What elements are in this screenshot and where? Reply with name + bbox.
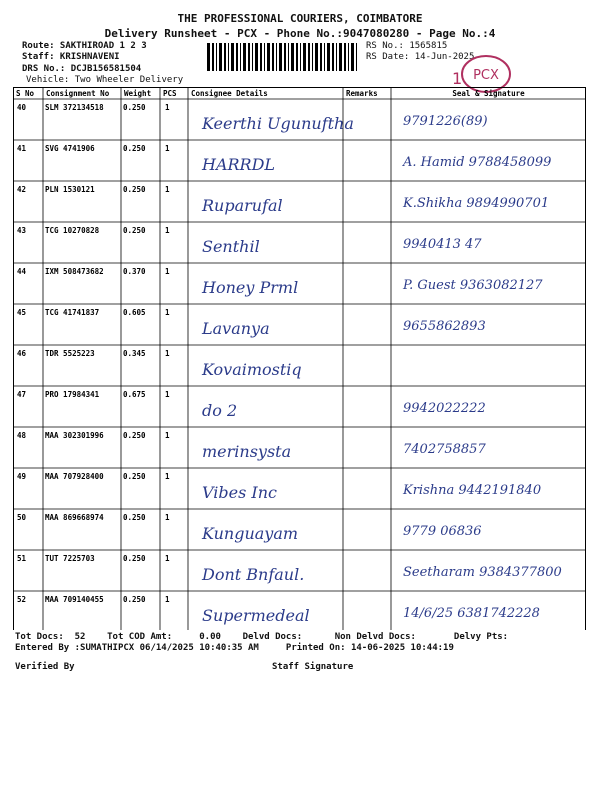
pcs-cell: 1	[165, 349, 170, 358]
pcs-cell: 1	[165, 226, 170, 235]
consignment-no-cell: MAA 709140455	[45, 595, 104, 604]
sno-cell: 50	[17, 513, 27, 522]
weight-cell: 0.250	[123, 185, 146, 194]
consignee-handwriting: Lavanya	[202, 319, 270, 338]
sno-cell: 51	[17, 554, 27, 563]
signature-handwriting: 9940413 47	[403, 237, 482, 252]
consignee-handwriting: Keerthi Ugunuftha	[202, 114, 354, 133]
signature-handwriting: Krishna 9442191840	[403, 483, 542, 498]
pcs-cell: 1	[165, 144, 170, 153]
consignment-no-cell: TCG 41741837	[45, 308, 100, 317]
pcs-cell: 1	[165, 185, 170, 194]
drs-number: DRS No.: DCJB156581504	[22, 64, 142, 74]
consignee-handwriting: merinsysta	[202, 442, 292, 461]
col-weight-header: Weight	[124, 89, 152, 98]
col-consignment-header: Consignment No	[46, 89, 110, 98]
weight-cell: 0.250	[123, 226, 146, 235]
col-pcs-header: PCS	[163, 89, 177, 98]
consignee-handwriting: Kovaimostiq	[202, 360, 302, 379]
totals-line: Tot Docs: 52 Tot COD Amt: 0.00 Delvd Docs: Non Delvd Docs: Delvy Pts:	[15, 632, 509, 642]
signature-handwriting: 9942022222	[403, 401, 486, 416]
staff-label: Staff: KRISHNAVENI	[22, 52, 120, 62]
sno-cell: 49	[17, 472, 27, 481]
signature-handwriting: 9791226(89)	[403, 114, 488, 129]
consignee-handwriting: Dont Bnfaul.	[202, 565, 305, 584]
signature-handwriting: A. Hamid 9788458099	[403, 155, 552, 170]
weight-cell: 0.370	[123, 267, 146, 276]
rs-number: RS No.: 1565815	[366, 41, 448, 51]
consignment-no-cell: TUT 7225703	[45, 554, 95, 563]
runsheet-table	[13, 87, 586, 630]
consignment-no-cell: TDR 5525223	[45, 349, 95, 358]
sno-cell: 48	[17, 431, 27, 440]
sno-cell: 52	[17, 595, 27, 604]
sno-cell: 45	[17, 308, 27, 317]
sno-cell: 43	[17, 226, 27, 235]
staff-signature-label: Staff Signature	[272, 662, 354, 672]
signature-handwriting: K.Shikha 9894990701	[403, 196, 550, 211]
weight-cell: 0.250	[123, 513, 146, 522]
col-remarks-header: Remarks	[346, 89, 378, 98]
weight-cell: 0.675	[123, 390, 146, 399]
sno-cell: 42	[17, 185, 27, 194]
consignment-no-cell: IXM 508473682	[45, 267, 104, 276]
pcs-cell: 1	[165, 472, 170, 481]
signature-handwriting: 14/6/25 6381742228	[403, 606, 540, 621]
weight-cell: 0.250	[123, 431, 146, 440]
pcs-cell: 1	[165, 595, 170, 604]
consignee-handwriting: Ruparufal	[202, 196, 283, 215]
col-consignee-header: Consignee Details	[191, 89, 268, 98]
route-label: Route: SAKTHIROAD 1 2 3	[22, 41, 147, 51]
sno-cell: 46	[17, 349, 27, 358]
weight-cell: 0.605	[123, 308, 146, 317]
consignment-no-cell: MAA 869668974	[45, 513, 104, 522]
weight-cell: 0.250	[123, 554, 146, 563]
consignment-no-cell: TCG 10270828	[45, 226, 100, 235]
consignee-handwriting: Supermedeal	[202, 606, 310, 625]
weight-cell: 0.250	[123, 144, 146, 153]
consignment-no-cell: PRO 17984341	[45, 390, 100, 399]
verified-by-label: Verified By	[15, 662, 75, 672]
consignment-no-cell: MAA 707928400	[45, 472, 104, 481]
entered-by-line: Entered By :SUMATHIPCX 06/14/2025 10:40:35 AM Printed On: 14-06-2025 10:44:19	[15, 643, 454, 653]
weight-cell: 0.250	[123, 472, 146, 481]
signature-handwriting: 7402758857	[403, 442, 486, 457]
pcs-cell: 1	[165, 513, 170, 522]
weight-cell: 0.345	[123, 349, 146, 358]
barcode	[207, 43, 357, 71]
signature-handwriting: Seetharam 9384377800	[403, 565, 562, 580]
stamp-prefix: 1	[452, 69, 463, 88]
signature-handwriting: 9655862893	[403, 319, 486, 334]
consignee-handwriting: do 2	[202, 401, 238, 420]
pcs-cell: 1	[165, 308, 170, 317]
consignment-no-cell: SLM 372134518	[45, 103, 104, 112]
weight-cell: 0.250	[123, 103, 146, 112]
runsheet-subtitle: Delivery Runsheet - PCX - Phone No.:9047080280 - Page No.:4	[104, 27, 496, 40]
sno-cell: 47	[17, 390, 27, 399]
weight-cell: 0.250	[123, 595, 146, 604]
sno-cell: 40	[17, 103, 27, 112]
signature-handwriting: P. Guest 9363082127	[403, 278, 543, 293]
pcs-cell: 1	[165, 431, 170, 440]
sno-cell: 44	[17, 267, 27, 276]
vehicle-label: Vehicle: Two Wheeler Delivery	[26, 75, 184, 85]
consignment-no-cell: PLN 1530121	[45, 185, 95, 194]
consignee-handwriting: Vibes Inc	[202, 483, 277, 502]
consignee-handwriting: HARRDL	[202, 155, 276, 174]
pcs-cell: 1	[165, 267, 170, 276]
company-title: THE PROFESSIONAL COURIERS, COIMBATORE	[177, 12, 423, 25]
pcs-cell: 1	[165, 554, 170, 563]
stamp-text: PCX	[473, 68, 499, 83]
pcs-cell: 1	[165, 390, 170, 399]
consignment-no-cell: SVG 4741906	[45, 144, 95, 153]
consignment-no-cell: MAA 302301996	[45, 431, 104, 440]
pcs-cell: 1	[165, 103, 170, 112]
col-sno-header: S No	[16, 89, 35, 98]
rs-date: RS Date: 14-Jun-2025	[366, 52, 475, 62]
signature-handwriting: 9779 06836	[403, 524, 482, 539]
consignee-handwriting: Senthil	[202, 237, 260, 256]
col-signature-header: Seal & Signature	[452, 89, 525, 98]
consignee-handwriting: Honey Prml	[202, 278, 299, 297]
consignee-handwriting: Kunguayam	[202, 524, 299, 543]
sno-cell: 41	[17, 144, 27, 153]
